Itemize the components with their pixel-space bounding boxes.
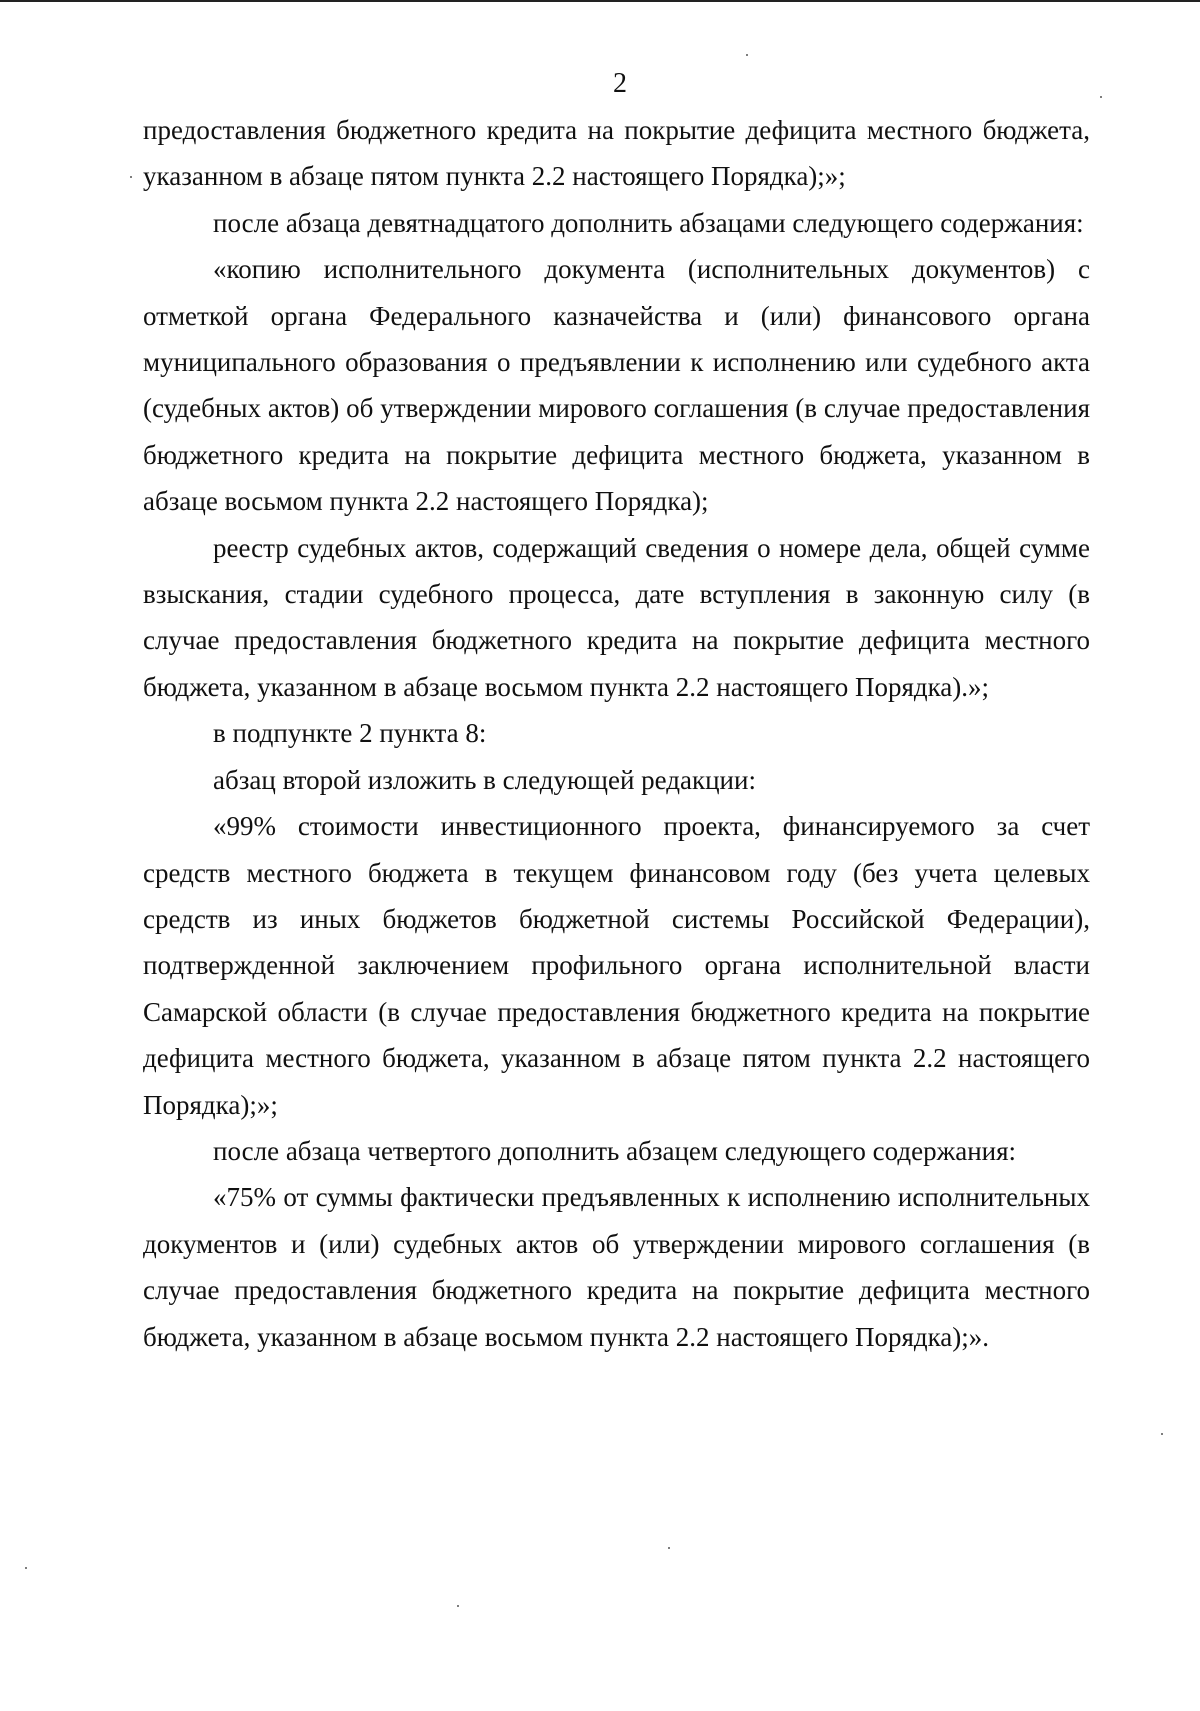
page-number: 2: [613, 68, 627, 99]
scan-speck: [1161, 1433, 1163, 1435]
scan-speck: [1100, 96, 1102, 98]
scan-speck: [25, 1567, 27, 1569]
scan-speck: [668, 1547, 670, 1549]
paragraph-subclause-reference: в подпункте 2 пункта 8:: [213, 718, 487, 749]
paragraph-court-acts-registry: реестр судебных актов, содержащий сведения о номере дела, общей сумме взыскания, стадии судебного процесса, дате вступления в законную силу (в случае предоставления бюджетного кредита на покрытие дефицита местного бюджета, указанном в абзаце восьмом пункта 2.2 настоящего Порядка).»;: [143, 532, 1090, 702]
scan-speck: [130, 176, 132, 178]
paragraph-investment-project-share: «99% стоимости инвестиционного проекта, финансируемого за счет средств местного бюджета в текущем финансовом году (без учета целевых средств из иных бюджетов бюджетной системы Российской Федерации), подтвержденной заключением профильного органа исполнительной власти Самарской области (в случае предоставления бюджетного кредита на покрытие дефицита местного бюджета, указанном в абзаце пятом пункта 2.2 настоящего Порядка);»;: [143, 811, 1090, 1120]
paragraph-continuation: предоставления бюджетного кредита на покрытие дефицита местного бюджета, указанном в абзаце пятом пункта 2.2 настоящего Порядка);»;: [143, 115, 1090, 192]
paragraph-amendment-intro: после абзаца девятнадцатого дополнить абзацами следующего содержания:: [213, 207, 1084, 238]
top-border-line: [0, 0, 1200, 2]
paragraph-second-abzac-instruction: абзац второй изложить в следующей редакции:: [213, 764, 756, 795]
scan-speck: [457, 1605, 459, 1607]
paragraph-executive-document-copy: «копию исполнительного документа (исполнительных документов) с отметкой органа Федерального казначейства и (или) финансового органа муниципального образования о предъявлении к исполнению или судебного акта (судебных актов) об утверждении мирового соглашения (в случае предоставления бюджетного кредита на покрытие дефицита местного бюджета, указанном в абзаце восьмом пункта 2.2 настоящего Порядка);: [143, 254, 1090, 517]
document-body: [143, 107, 1090, 1360]
paragraph-enforcement-share: «75% от суммы фактически предъявленных к исполнению исполнительных документов и (или) судебных актов об утверждении мирового соглашения (в случае предоставления бюджетного кредита на покрытие дефицита местного бюджета, указанном в абзаце восьмом пункта 2.2 настоящего Порядка);».: [143, 1182, 1090, 1352]
paragraph-fourth-abzac-instruction: после абзаца четвертого дополнить абзацем следующего содержания:: [213, 1135, 1017, 1166]
scan-speck: [746, 54, 748, 56]
